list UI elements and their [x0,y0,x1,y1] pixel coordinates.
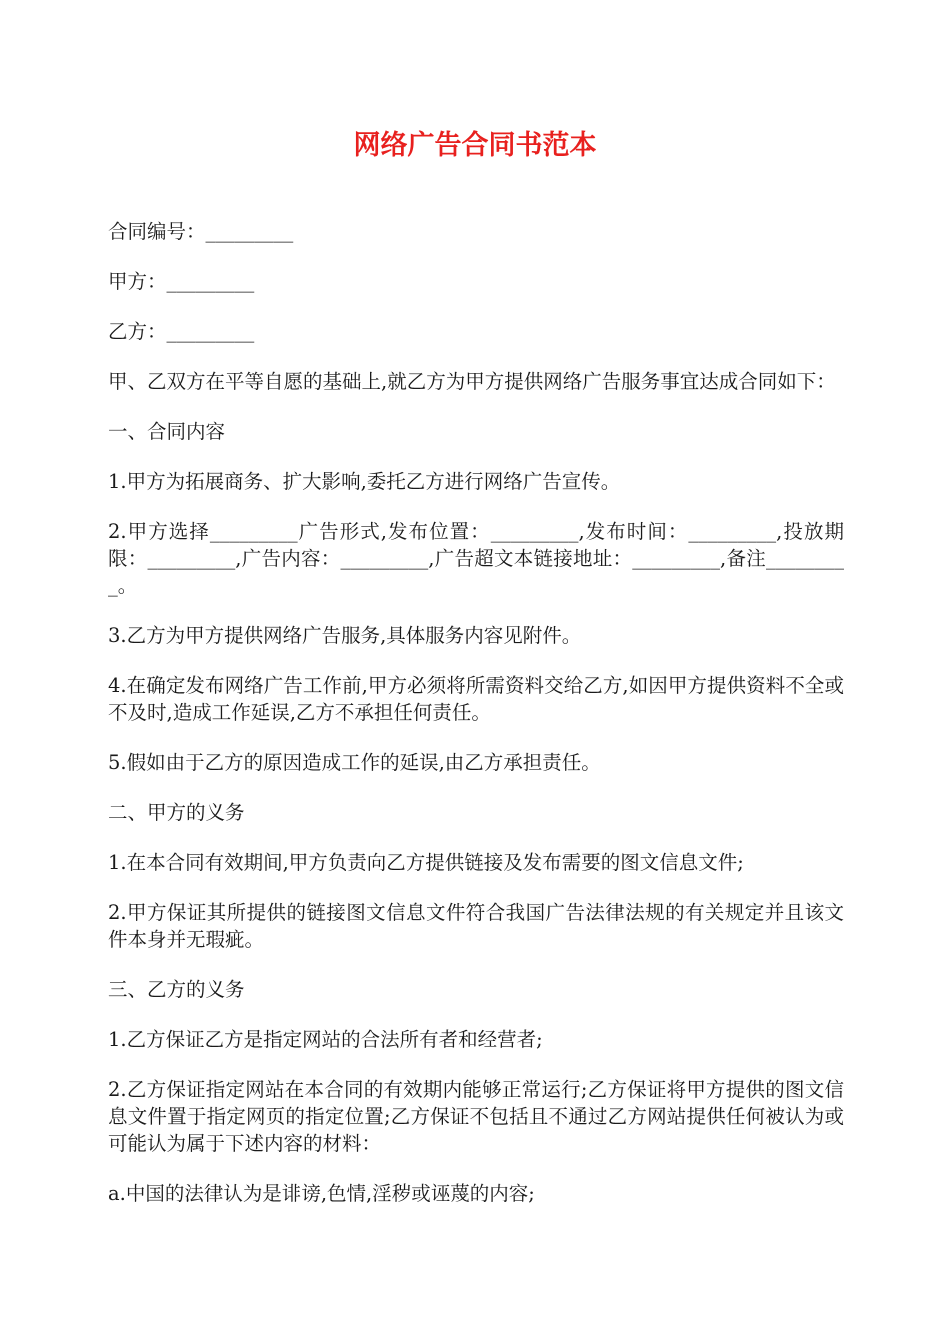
clause-1-3: 3.乙方为甲方提供网络广告服务,具体服务内容见附件。 [108,624,582,647]
clause-1-4: 4.在确定发布网络广告工作前,甲方必须将所需资料交给乙方,如因甲方提供资料不全或不及时,造成工作延误,乙方不承担任何责任。 [108,674,844,724]
clause-3-1: 1.乙方保证乙方是指定网站的合法所有者和经营者; [108,1028,543,1051]
contract-number: 合同编号：_________ [108,220,294,243]
clause-3-2-a: a.中国的法律认为是诽谤,色情,淫秽或诬蔑的内容; [108,1182,535,1205]
section-heading-3: 三、乙方的义务 [108,978,245,1001]
document-body [108,218,844,1230]
party-b: 乙方：_________ [108,320,255,343]
document-title: 网络广告合同书范本 [353,130,597,161]
preamble: 甲、乙双方在平等自愿的基础上,就乙方为甲方提供网络广告服务事宜达成合同如下： [108,370,836,393]
clause-2-2: 2.甲方保证其所提供的链接图文信息文件符合我国广告法律法规的有关规定并且该文件本身并无瑕疵。 [108,901,844,951]
clause-3-2: 2.乙方保证指定网站在本合同的有效期内能够正常运行;乙方保证将甲方提供的图文信息文件置于指定网页的指定位置;乙方保证不包括且不通过乙方网站提供任何被认为或可能认为属于下述内容的材料： [108,1078,844,1155]
clause-1-5: 5.假如由于乙方的原因造成工作的延误,由乙方承担责任。 [108,751,601,774]
clause-2-1: 1.在本合同有效期间,甲方负责向乙方提供链接及发布需要的图文信息文件; [108,851,744,874]
party-a: 甲方：_________ [108,270,255,293]
clause-1-1: 1.甲方为拓展商务、扩大影响,委托乙方进行网络广告宣传。 [108,470,621,493]
section-heading-1: 一、合同内容 [108,420,226,443]
section-heading-2: 二、甲方的义务 [108,801,245,824]
clause-1-2: 2.甲方选择_________广告形式,发布位置：_________,发布时间：_________,投放期限：_________,广告内容：_________,广告超文本链接地址：_________,备注_________。 [108,520,844,597]
